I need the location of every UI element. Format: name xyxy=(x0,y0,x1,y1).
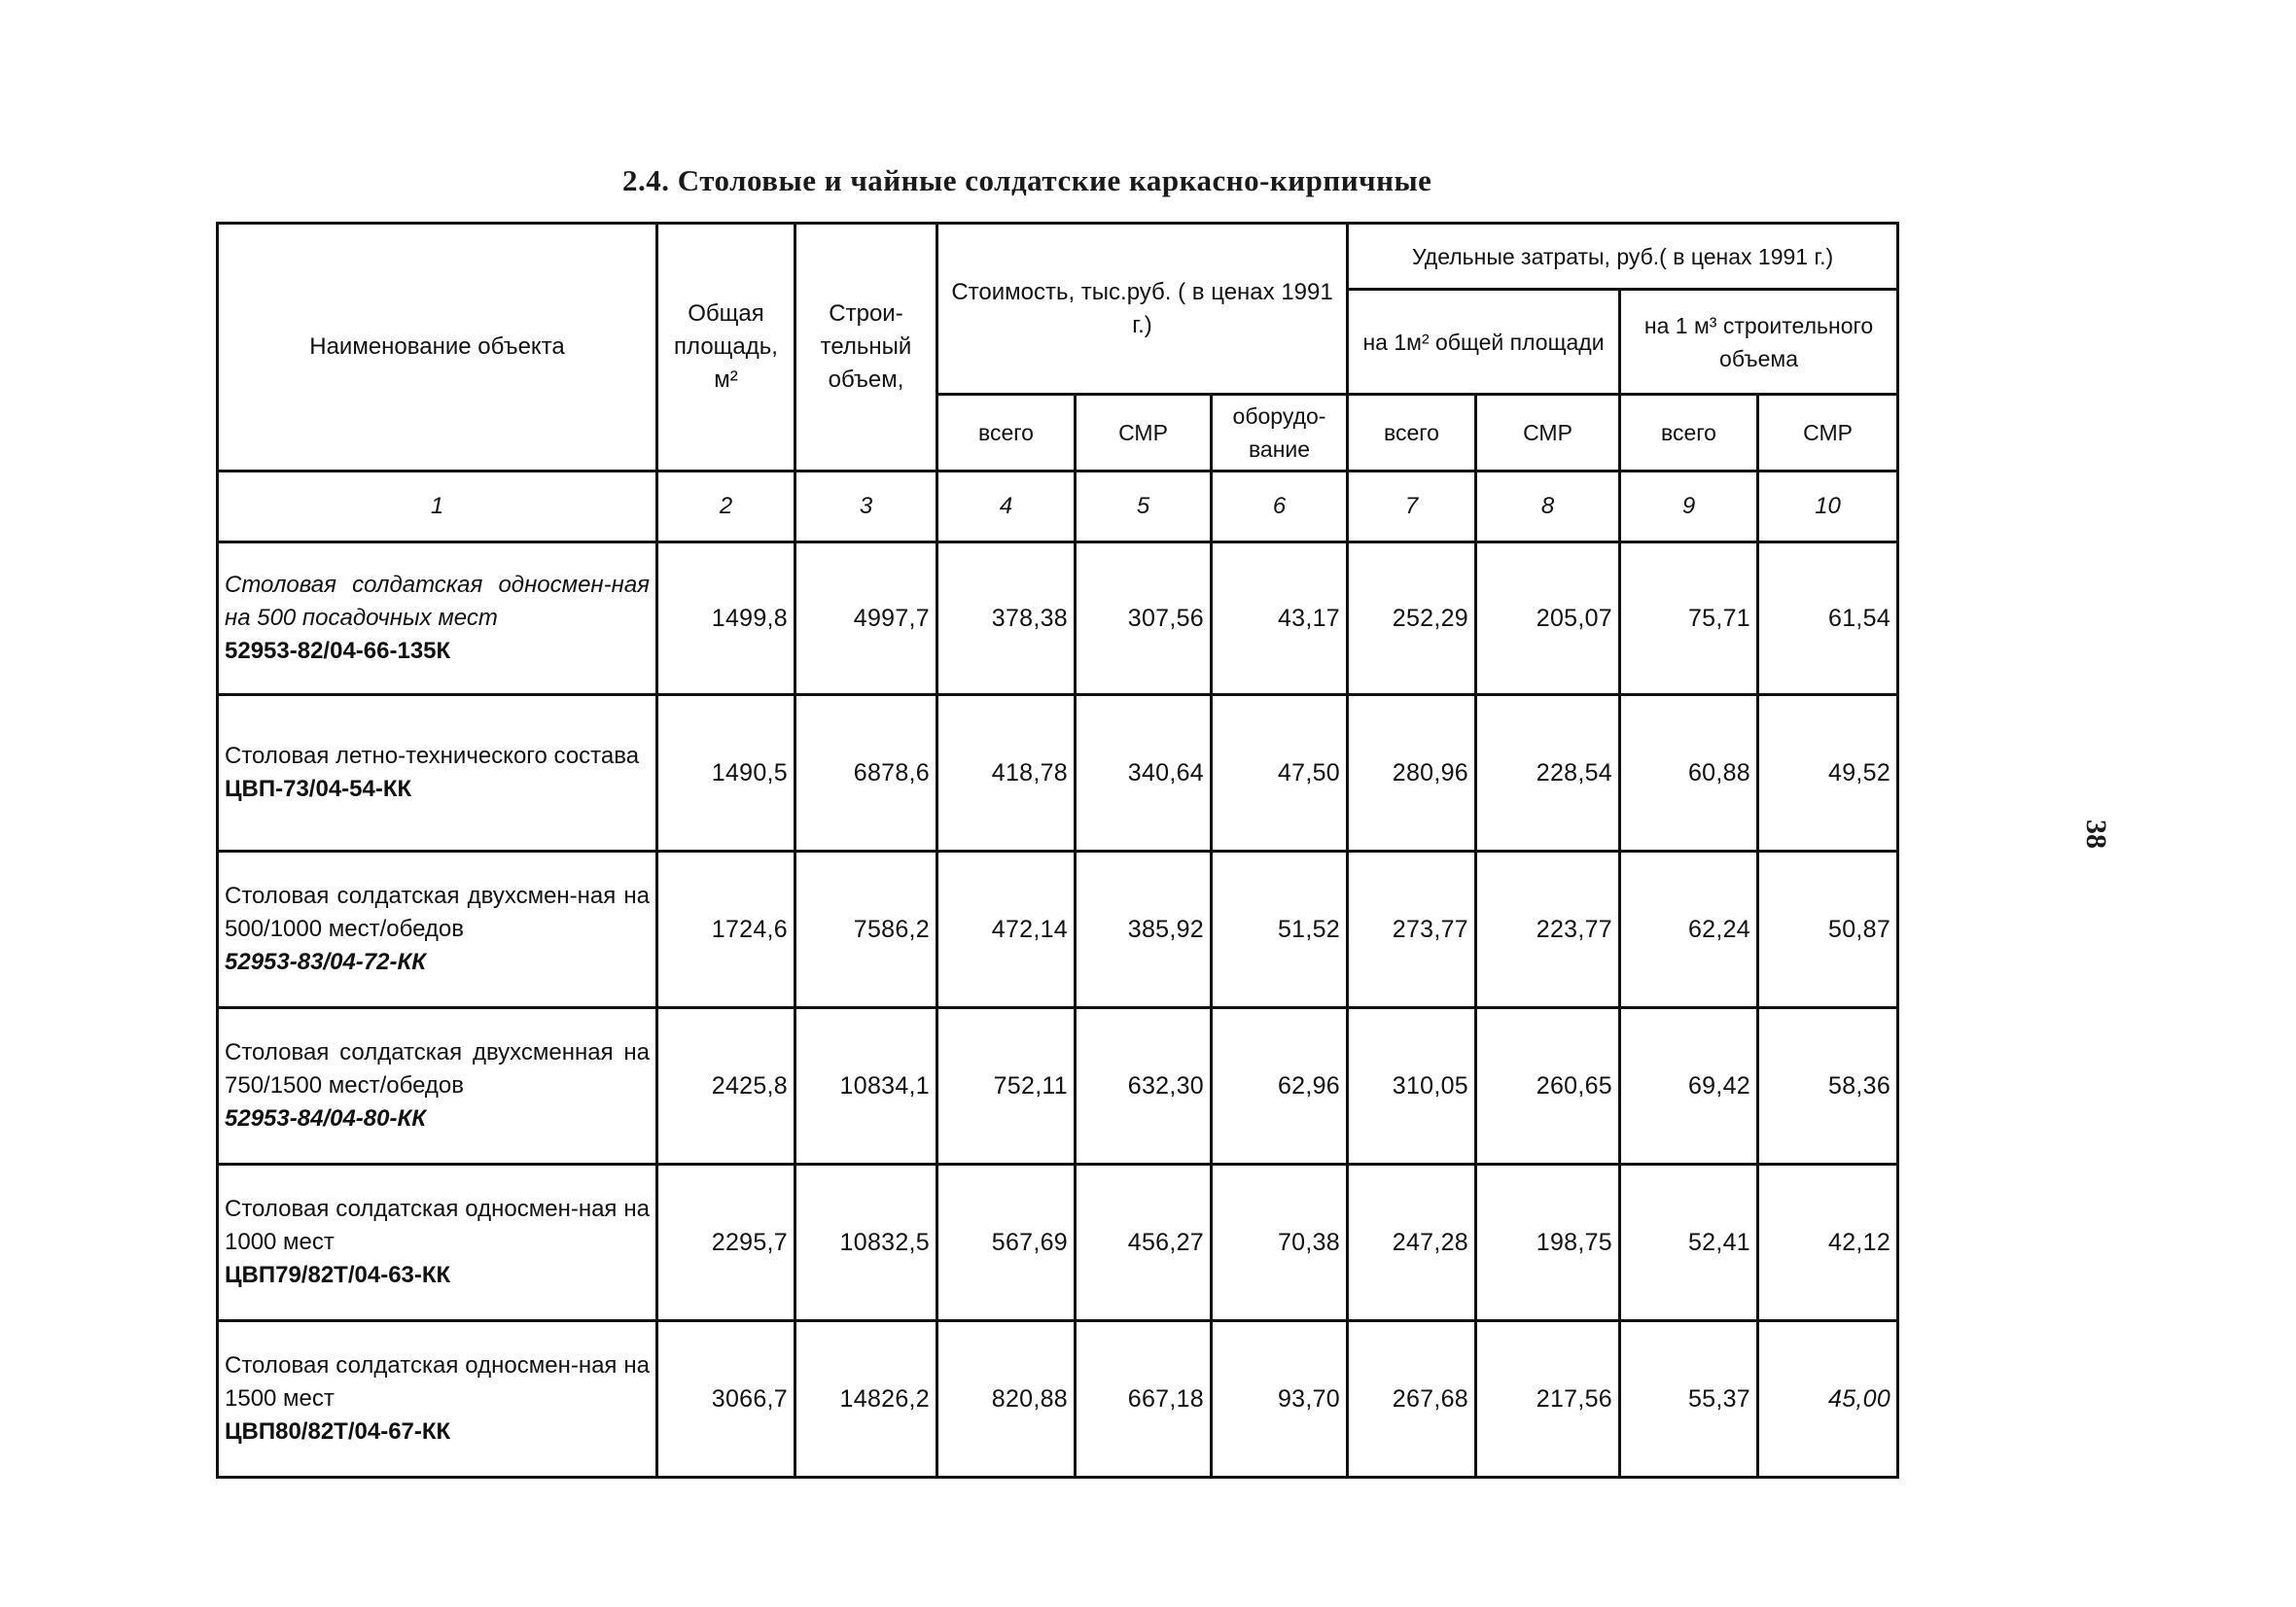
column-number: 1 xyxy=(218,472,657,542)
m3-total-cell: 69,42 xyxy=(1620,1008,1758,1165)
m3-total-cell: 75,71 xyxy=(1620,542,1758,695)
header-row-1 xyxy=(218,224,1898,290)
m2-smr-cell: 260,65 xyxy=(1476,1008,1620,1165)
area-cell: 3066,7 xyxy=(657,1321,795,1478)
header-name: Наименование объекта xyxy=(218,224,657,472)
volume-cell: 10832,5 xyxy=(795,1165,937,1321)
m2-smr-cell: 205,07 xyxy=(1476,542,1620,695)
m2-total-cell: 247,28 xyxy=(1348,1165,1476,1321)
m3-smr-cell: 58,36 xyxy=(1758,1008,1898,1165)
header-m2-total: всего xyxy=(1348,395,1476,472)
volume-cell: 14826,2 xyxy=(795,1321,937,1478)
cost-equipment-cell: 51,52 xyxy=(1212,852,1348,1008)
m3-smr-cell: 50,87 xyxy=(1758,852,1898,1008)
object-name: Столовая солдатская односмен-ная на 1000 мест xyxy=(225,1196,650,1255)
object-name: Столовая летно-технического состава xyxy=(225,743,640,769)
column-number: 7 xyxy=(1348,472,1476,542)
m3-smr-cell: 45,00 xyxy=(1758,1321,1898,1478)
area-cell: 1490,5 xyxy=(657,695,795,852)
cost-total-cell: 567,69 xyxy=(937,1165,1076,1321)
cost-smr-cell: 307,56 xyxy=(1076,542,1212,695)
m2-smr-cell: 223,77 xyxy=(1476,852,1620,1008)
header-per-m2: на 1м² общей площади xyxy=(1348,290,1620,395)
m3-total-cell: 52,41 xyxy=(1620,1165,1758,1321)
m3-smr-cell: 49,52 xyxy=(1758,695,1898,852)
header-m3-smr: СМР xyxy=(1758,395,1898,472)
cost-equipment-cell: 93,70 xyxy=(1212,1321,1348,1478)
cost-smr-cell: 385,92 xyxy=(1076,852,1212,1008)
cost-total-cell: 378,38 xyxy=(937,542,1076,695)
column-number: 6 xyxy=(1212,472,1348,542)
area-cell: 2425,8 xyxy=(657,1008,795,1165)
cost-total-cell: 418,78 xyxy=(937,695,1076,852)
table-row xyxy=(218,695,1898,852)
object-code: ЦВП-73/04-54-КК xyxy=(225,776,412,802)
object-name-cell xyxy=(218,1008,657,1165)
table-row xyxy=(218,1008,1898,1165)
column-number: 8 xyxy=(1476,472,1620,542)
object-name-cell xyxy=(218,1165,657,1321)
m3-smr-cell: 61,54 xyxy=(1758,542,1898,695)
volume-cell: 4997,7 xyxy=(795,542,937,695)
column-number-row xyxy=(218,472,1898,542)
header-per-m3: на 1 м³ строительного объема xyxy=(1620,290,1898,395)
column-number: 5 xyxy=(1076,472,1212,542)
column-number: 9 xyxy=(1620,472,1758,542)
header-specific-group: Удельные затраты, руб.( в ценах 1991 г.) xyxy=(1348,224,1898,290)
table-row xyxy=(218,1165,1898,1321)
m2-total-cell: 267,68 xyxy=(1348,1321,1476,1478)
volume-cell: 10834,1 xyxy=(795,1008,937,1165)
object-name-cell xyxy=(218,1321,657,1478)
column-number: 2 xyxy=(657,472,795,542)
column-number: 3 xyxy=(795,472,937,542)
header-volume: Строи-тельный объем, xyxy=(795,224,937,472)
cost-equipment-cell: 70,38 xyxy=(1212,1165,1348,1321)
object-name-cell xyxy=(218,695,657,852)
cost-equipment-cell: 47,50 xyxy=(1212,695,1348,852)
area-cell: 1499,8 xyxy=(657,542,795,695)
object-code: ЦВП80/82Т/04-67-КК xyxy=(225,1418,451,1445)
volume-cell: 6878,6 xyxy=(795,695,937,852)
m3-total-cell: 60,88 xyxy=(1620,695,1758,852)
m2-total-cell: 280,96 xyxy=(1348,695,1476,852)
column-number: 10 xyxy=(1758,472,1898,542)
object-code: ЦВП79/82Т/04-63-КК xyxy=(225,1262,451,1288)
header-smr: СМР xyxy=(1076,395,1212,472)
area-cell: 1724,6 xyxy=(657,852,795,1008)
m2-smr-cell: 198,75 xyxy=(1476,1165,1620,1321)
object-name-cell xyxy=(218,852,657,1008)
cost-total-cell: 472,14 xyxy=(937,852,1076,1008)
header-m2-smr: СМР xyxy=(1476,395,1620,472)
column-number: 4 xyxy=(937,472,1076,542)
m2-smr-cell: 228,54 xyxy=(1476,695,1620,852)
table-row xyxy=(218,852,1898,1008)
volume-cell: 7586,2 xyxy=(795,852,937,1008)
cost-equipment-cell: 43,17 xyxy=(1212,542,1348,695)
object-name-cell xyxy=(218,542,657,695)
object-name: Столовая солдатская двухсменная на 750/1500 мест/обедов xyxy=(225,1039,650,1099)
cost-smr-cell: 667,18 xyxy=(1076,1321,1212,1478)
header-total: всего xyxy=(937,395,1076,472)
cost-smr-cell: 340,64 xyxy=(1076,695,1212,852)
m3-total-cell: 55,37 xyxy=(1620,1321,1758,1478)
document-title: 2.4. Столовые и чайные солдатские каркасно-кирпичные xyxy=(622,163,1432,197)
object-code: 52953-83/04-72-КК xyxy=(225,949,426,975)
m2-total-cell: 310,05 xyxy=(1348,1008,1476,1165)
area-cell: 2295,7 xyxy=(657,1165,795,1321)
cost-total-cell: 820,88 xyxy=(937,1321,1076,1478)
header-m3-total: всего xyxy=(1620,395,1758,472)
header-area: Общая площадь, м² xyxy=(657,224,795,472)
m2-smr-cell: 217,56 xyxy=(1476,1321,1620,1478)
object-code: 52953-84/04-80-КК xyxy=(225,1105,426,1132)
cost-total-cell: 752,11 xyxy=(937,1008,1076,1165)
cost-smr-cell: 456,27 xyxy=(1076,1165,1212,1321)
m2-total-cell: 252,29 xyxy=(1348,542,1476,695)
table-row xyxy=(218,542,1898,695)
m3-total-cell: 62,24 xyxy=(1620,852,1758,1008)
object-name: Столовая солдатская двухсмен-ная на 500/1000 мест/обедов xyxy=(225,883,650,942)
object-name: Столовая солдатская односмен-ная на 500 посадочных мест xyxy=(225,572,650,631)
table-row xyxy=(218,1321,1898,1478)
cost-table xyxy=(216,222,1899,1479)
header-cost-group: Стоимость, тыс.руб. ( в ценах 1991 г.) xyxy=(937,224,1348,395)
header-equipment: оборудо-вание xyxy=(1212,395,1348,472)
m3-smr-cell: 42,12 xyxy=(1758,1165,1898,1321)
m2-total-cell: 273,77 xyxy=(1348,852,1476,1008)
page-number: 38 xyxy=(2080,820,2112,849)
object-code: 52953-82/04-66-135К xyxy=(225,638,451,664)
cost-equipment-cell: 62,96 xyxy=(1212,1008,1348,1165)
object-name: Столовая солдатская односмен-ная на 1500 мест xyxy=(225,1352,650,1412)
cost-smr-cell: 632,30 xyxy=(1076,1008,1212,1165)
